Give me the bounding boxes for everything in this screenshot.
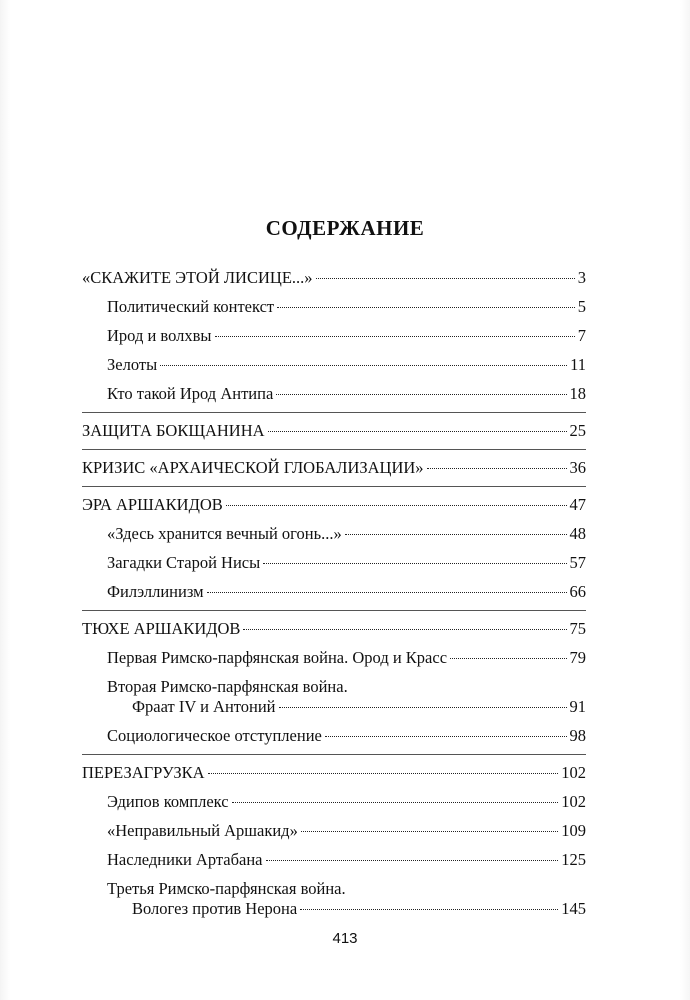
section-divider [82,486,586,487]
toc-entry-label: Наследники Артабана [107,850,263,869]
toc-entry-page: 36 [569,458,586,477]
toc-entry-page: 125 [561,850,586,869]
toc-entry-label: «СКАЖИТЕ ЭТОЙ ЛИСИЦЕ...» [82,268,313,287]
toc-entry-page: 57 [569,553,586,572]
dot-leader [316,278,575,279]
toc-entry-label: ЗАЩИТА БОКЩАНИНА [82,421,265,440]
dot-leader [215,336,575,337]
dot-leader [263,563,566,564]
dot-leader [450,658,566,659]
toc-entry-continuation [132,697,586,717]
toc-entry-page: 7 [577,326,586,345]
toc-entry[interactable] [107,384,586,404]
toc-entry-multiline[interactable] [107,879,586,919]
toc-entry[interactable] [82,495,586,515]
dot-leader [160,365,567,366]
toc-entry-label: Кто такой Ирод Антипа [107,384,274,403]
toc-entry[interactable] [107,648,586,668]
toc-entry[interactable] [107,582,586,602]
dot-leader [243,629,566,630]
toc-entry[interactable] [82,268,586,288]
toc-entry-page: 75 [569,619,586,638]
toc-entry-label: ТЮХЕ АРШАКИДОВ [82,619,241,638]
toc-entry-multiline[interactable] [107,677,586,717]
toc-entry-label: Ирод и волхвы [107,326,212,345]
toc-entry[interactable] [82,421,586,441]
toc-entry[interactable] [82,619,586,639]
toc-entry-page: 79 [569,648,586,667]
toc-entry[interactable] [107,326,586,346]
toc-entry-page: 47 [569,495,586,514]
toc-entry-page: 98 [569,726,586,745]
page-title: СОДЕРЖАНИЕ [265,216,425,240]
toc-entry-label: Политический контекст [107,297,275,316]
toc-entry-label: Вторая Римско-парфянская война. [107,677,348,696]
toc-entry-page: 25 [569,421,586,440]
toc-entry-label: Эдипов комплекс [107,792,229,811]
toc-entry[interactable] [107,297,586,317]
section-divider [82,449,586,450]
section-divider [82,754,586,755]
toc-entry-page: 66 [569,582,586,601]
section-divider [82,610,586,611]
dot-leader [207,592,567,593]
toc-entry[interactable] [107,524,586,544]
toc-entry-page: 102 [561,792,586,811]
toc-entry-page: 109 [561,821,586,840]
toc-entry-label: «Здесь хранится вечный огонь...» [107,524,342,543]
toc-entry-page: 18 [569,384,586,403]
toc-entry[interactable] [107,355,586,375]
toc-entry-page: 48 [569,524,586,543]
toc-entry[interactable] [82,458,586,478]
toc-entry[interactable] [107,792,586,812]
dot-leader [268,431,567,432]
toc-entry[interactable] [107,821,586,841]
toc-entry-label: Третья Римско-парфянская война. [107,879,346,898]
dot-leader [325,736,567,737]
dot-leader [266,860,559,861]
toc-entry[interactable] [107,553,586,573]
dot-leader [226,505,567,506]
section-divider [82,412,586,413]
toc-entry-page: 3 [577,268,586,287]
dot-leader [345,534,567,535]
dot-leader [277,307,575,308]
toc-entry-label: Зелоты [107,355,158,374]
toc-entry[interactable] [107,850,586,870]
dot-leader [300,909,558,910]
page-number: 413 [332,930,358,947]
toc-entry-label-continued: Вологез против Нерона [132,899,298,918]
dot-leader [279,707,567,708]
table-of-contents [82,260,586,919]
toc-entry-label: Первая Римско-парфянская война. Ород и Красс [107,648,448,667]
dot-leader [427,468,567,469]
toc-entry-label: Филэллинизм [107,582,204,601]
toc-entry-page: 11 [570,355,586,374]
toc-entry-label-continued: Фраат IV и Антоний [132,697,276,716]
toc-entry-label: КРИЗИС «АРХАИЧЕСКОЙ ГЛОБАЛИЗАЦИИ» [82,458,424,477]
toc-entry-page: 145 [561,899,586,918]
toc-entry-page: 102 [561,763,586,782]
toc-entry[interactable] [107,726,586,746]
dot-leader [276,394,566,395]
dot-leader [208,773,559,774]
toc-entry-continuation [132,899,586,919]
toc-entry[interactable] [82,763,586,783]
toc-entry-page: 91 [569,697,586,716]
toc-entry-label: Загадки Старой Нисы [107,553,261,572]
toc-entry-label: Социологическое отступление [107,726,322,745]
dot-leader [232,802,559,803]
toc-entry-label: ЭРА АРШАКИДОВ [82,495,223,514]
toc-entry-page: 5 [577,297,586,316]
toc-entry-label: ПЕРЕЗАГРУЗКА [82,763,205,782]
toc-entry-label: «Неправильный Аршакид» [107,821,298,840]
dot-leader [301,831,558,832]
